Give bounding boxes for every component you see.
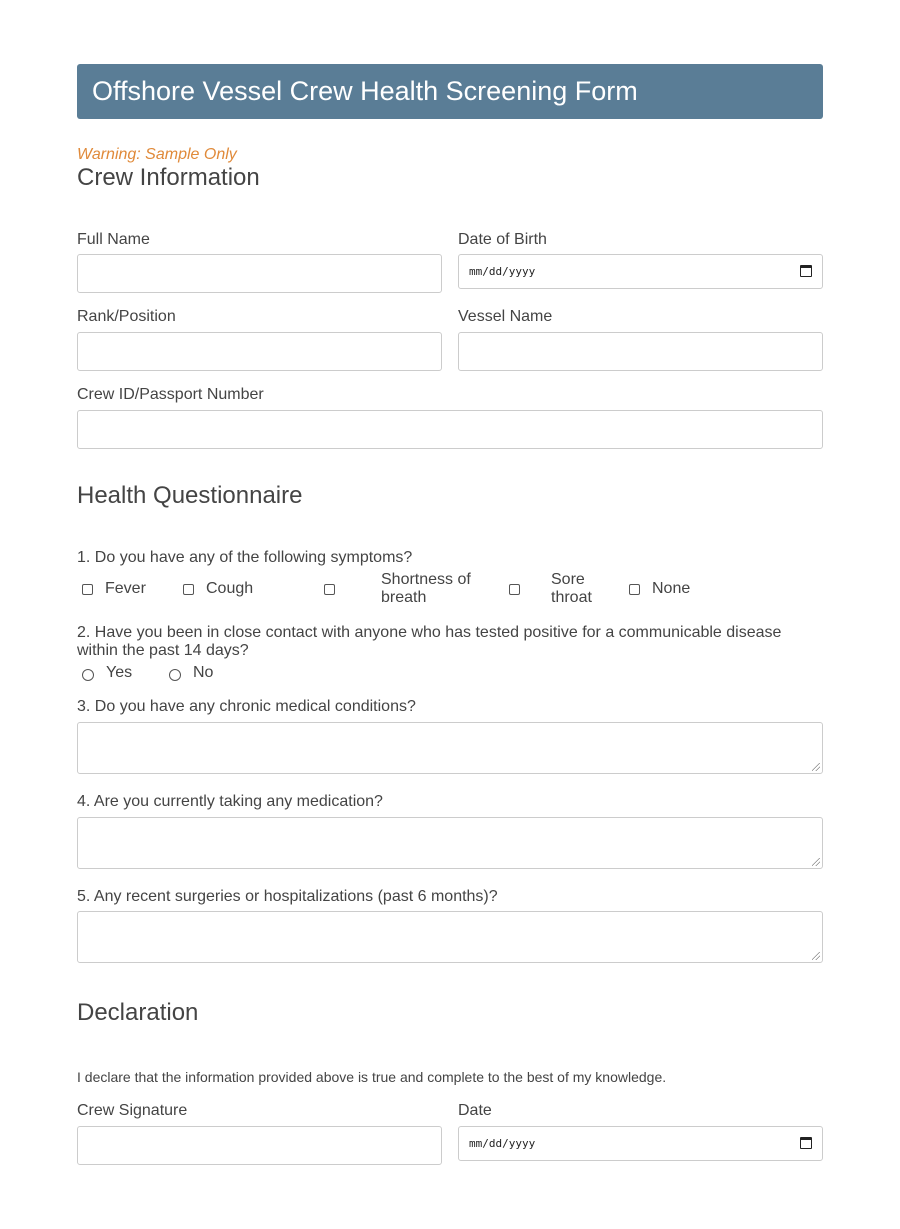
vessel-input[interactable] [458, 332, 823, 371]
chronic-conditions-textarea[interactable] [77, 722, 823, 774]
symptom-shortness-checkbox[interactable] [324, 584, 335, 595]
signature-input[interactable] [77, 1126, 442, 1165]
q3-label: 3. Do you have any chronic medical conditions? [77, 698, 416, 715]
symptom-none-label: None [652, 580, 691, 597]
declaration-date-label: Date [458, 1102, 492, 1119]
declaration-date-placeholder: mm/dd/yyyy [469, 1137, 536, 1150]
q1-label: 1. Do you have any of the following symptoms? [77, 549, 413, 566]
q5-label: 5. Any recent surgeries or hospitalizations (past 6 months)? [77, 888, 498, 905]
symptom-cough-checkbox[interactable] [183, 584, 194, 595]
symptom-none-checkbox[interactable] [629, 584, 640, 595]
calendar-icon[interactable] [800, 1137, 812, 1149]
symptom-shortness-label: Shortness of breath [381, 571, 471, 606]
contact-yes-radio[interactable] [82, 669, 94, 681]
q2-label: 2. Have you been in close contact with anyone who has tested positive for a communicable disease within the past 14 days? [77, 624, 782, 659]
dob-input[interactable] [458, 254, 823, 289]
contact-no-label: No [193, 664, 214, 681]
crew-info-heading: Crew Information [77, 164, 260, 191]
q4-label: 4. Are you currently taking any medication? [77, 793, 383, 810]
contact-no-radio[interactable] [169, 669, 181, 681]
resize-grip-icon[interactable] [812, 858, 820, 866]
resize-grip-icon[interactable] [812, 763, 820, 771]
contact-yes-label: Yes [106, 664, 133, 681]
resize-grip-icon[interactable] [812, 952, 820, 960]
crew-id-label: Crew ID/Passport Number [77, 386, 264, 403]
declaration-heading: Declaration [77, 999, 199, 1026]
form-title: Offshore Vessel Crew Health Screening Form [77, 64, 823, 119]
warning-text: Warning: Sample Only [77, 146, 237, 163]
dob-label: Date of Birth [458, 231, 547, 248]
medication-textarea[interactable] [77, 817, 823, 869]
form-container [77, 64, 823, 1150]
full-name-label: Full Name [77, 231, 150, 248]
calendar-icon[interactable] [800, 265, 812, 277]
rank-label: Rank/Position [77, 308, 176, 325]
declaration-date-input[interactable] [458, 1126, 823, 1161]
rank-input[interactable] [77, 332, 442, 371]
crew-id-input[interactable] [77, 410, 823, 449]
symptom-fever-label: Fever [105, 580, 146, 597]
signature-label: Crew Signature [77, 1102, 188, 1119]
symptom-sore-throat-label: Sore throat [551, 571, 592, 606]
full-name-input[interactable] [77, 254, 442, 293]
health-questionnaire-heading: Health Questionnaire [77, 482, 303, 509]
symptom-cough-label: Cough [206, 580, 254, 597]
vessel-label: Vessel Name [458, 308, 553, 325]
symptom-sore-throat-checkbox[interactable] [509, 584, 520, 595]
surgeries-textarea[interactable] [77, 911, 823, 963]
symptom-fever-checkbox[interactable] [82, 584, 93, 595]
declaration-text: I declare that the information provided above is true and complete to the best of my knowledge. [77, 1069, 667, 1085]
dob-placeholder: mm/dd/yyyy [469, 265, 536, 278]
